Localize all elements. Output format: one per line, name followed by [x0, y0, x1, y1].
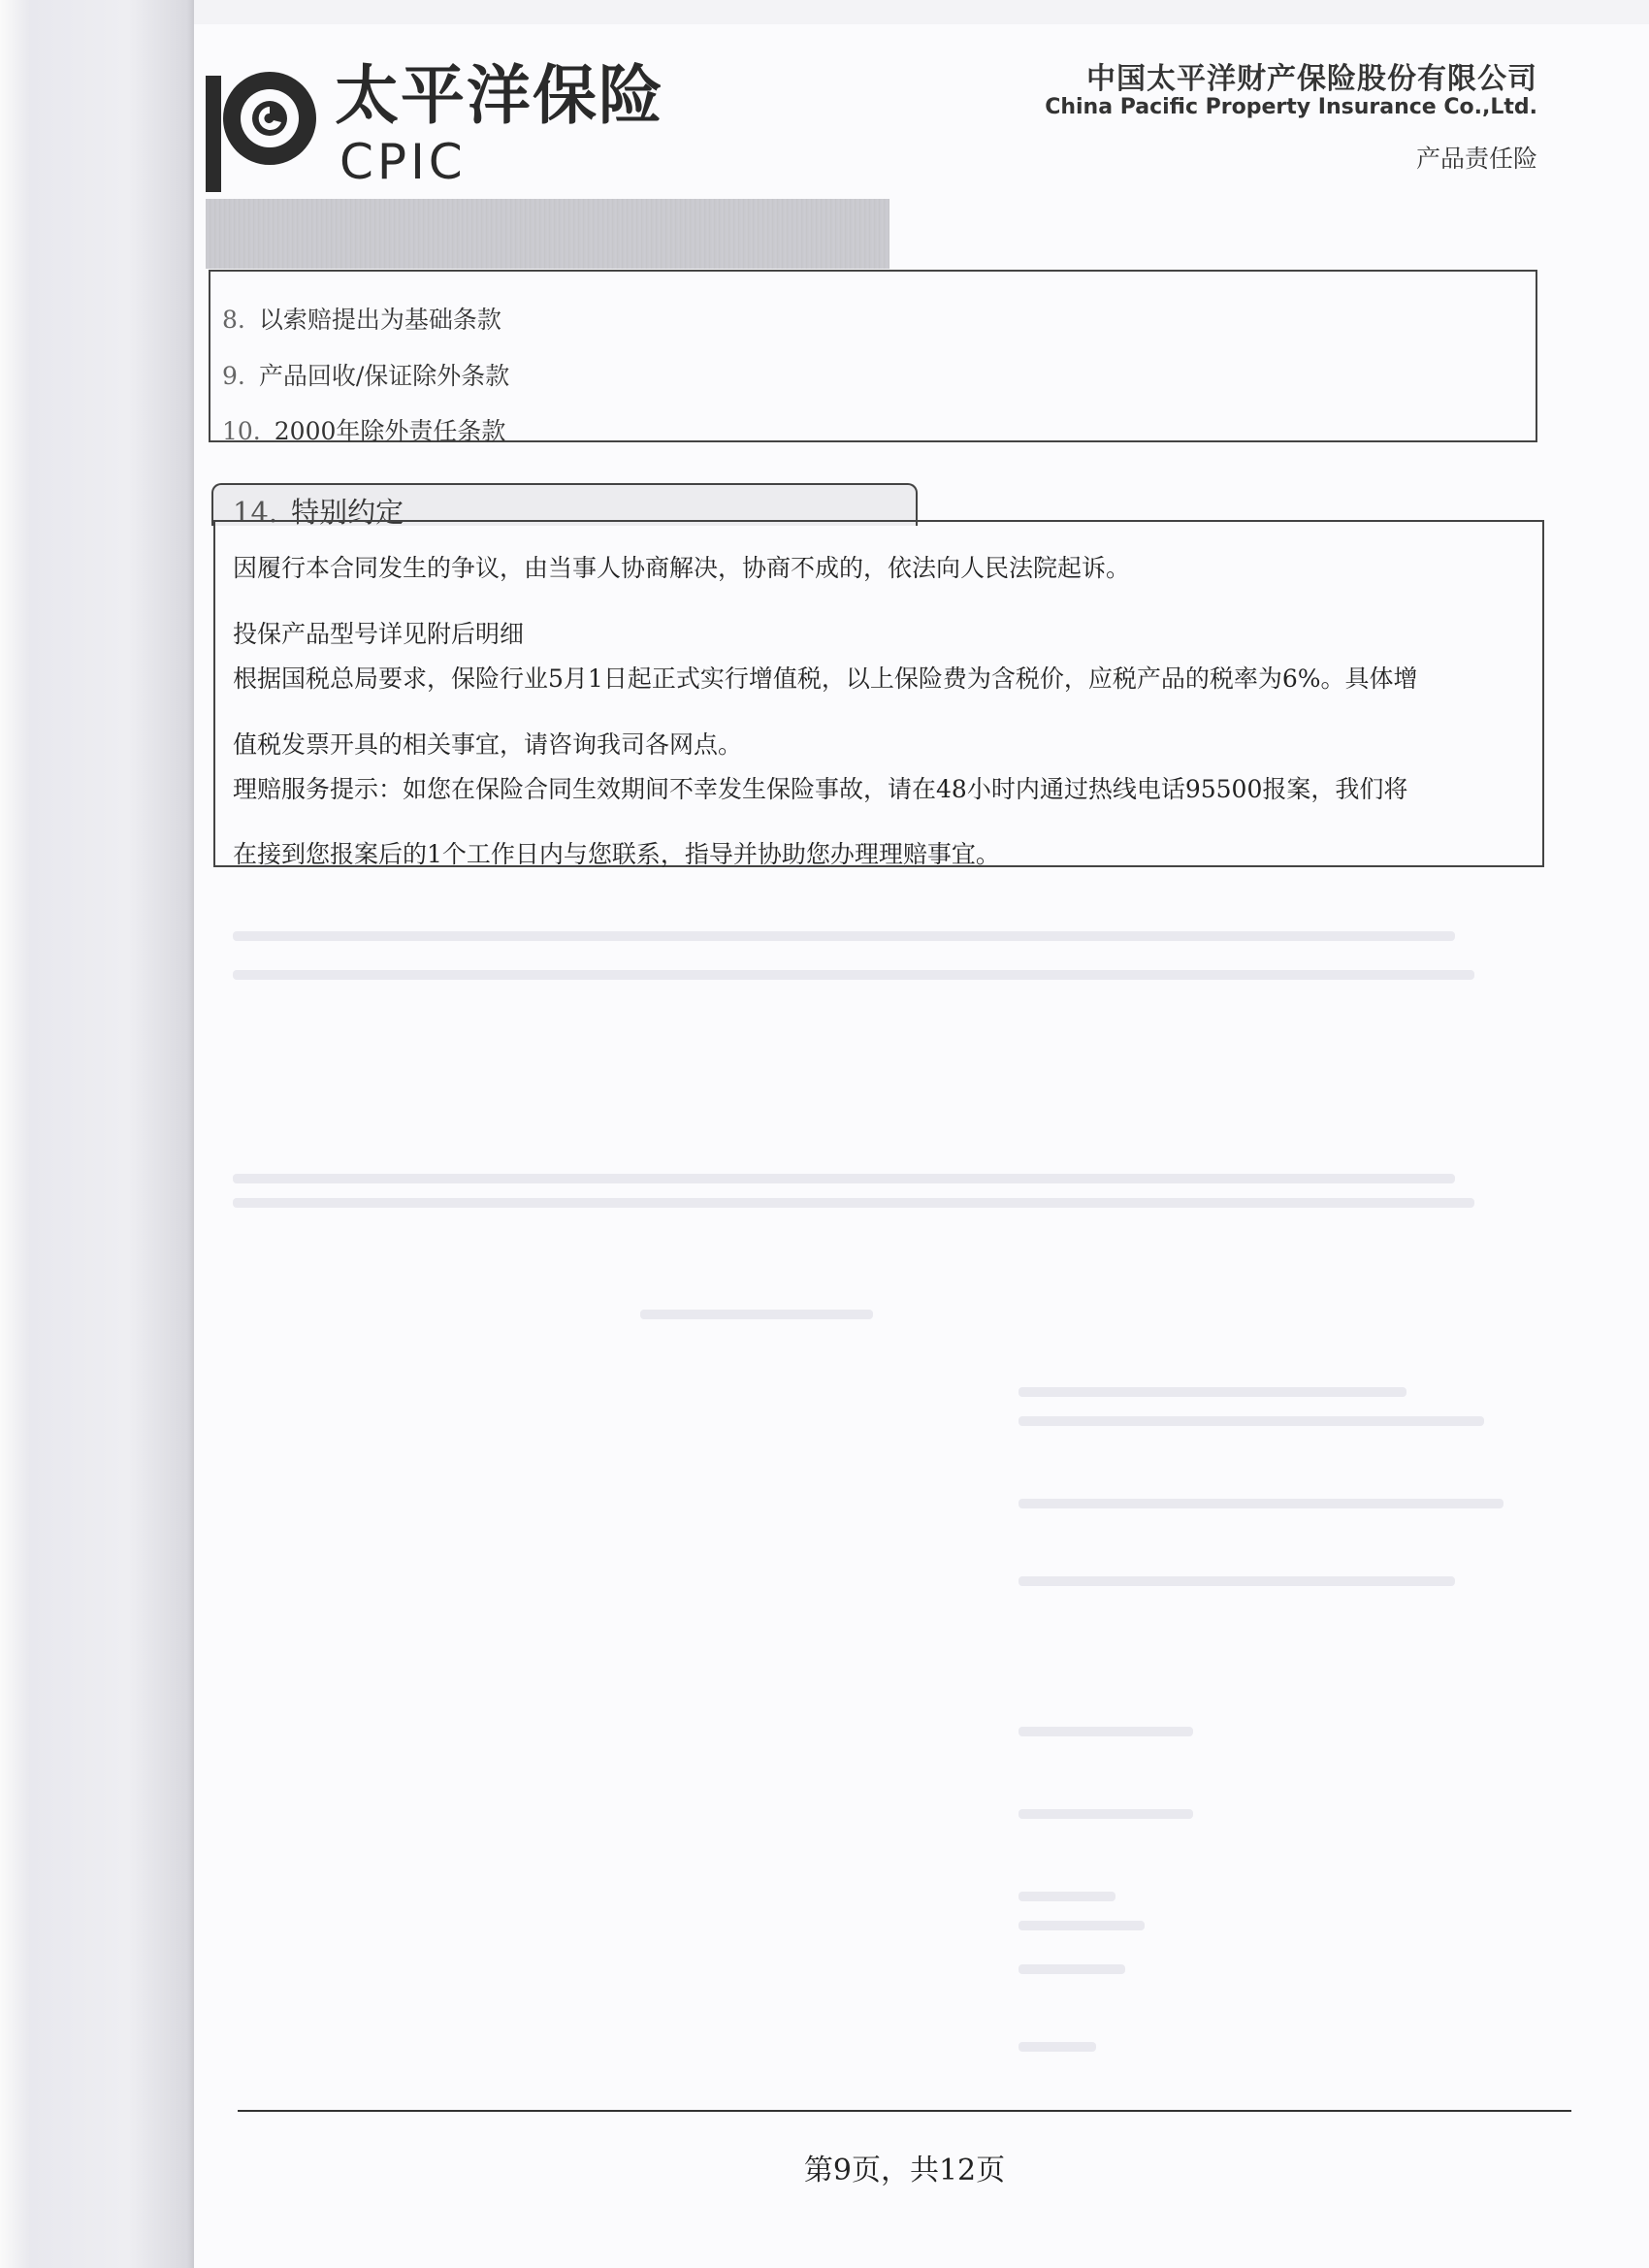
clause-text: 产品回收/保证除外条款	[258, 362, 510, 390]
special-line: 投保产品型号详见附后明细	[233, 620, 525, 648]
special-agreement-box	[213, 520, 1544, 867]
show-through	[1018, 1921, 1145, 1930]
show-through	[233, 1198, 1474, 1208]
show-through	[1018, 1576, 1455, 1586]
clause-item	[222, 412, 505, 447]
show-through	[1018, 1964, 1125, 1974]
show-through	[1018, 2042, 1096, 2052]
special-line: 在接到您报案后的1个工作日内与您联系，指导并协助您办理理赔事宜。	[233, 840, 1000, 868]
special-line: 值税发票开具的相关事宜，请咨询我司各网点。	[233, 730, 743, 759]
section-title: 特别约定	[291, 496, 404, 529]
clause-number: 10.	[222, 417, 261, 445]
section-header-bar	[206, 199, 889, 269]
show-through	[640, 1310, 873, 1319]
clause-number: 8.	[222, 306, 245, 334]
company-name-english: China Pacific Property Insurance Co.,Ltd.	[1045, 95, 1537, 119]
clause-list-box	[209, 270, 1537, 445]
special-line: 根据国税总局要求，保险行业5月1日起正式实行增值税，以上保险费为含税价，应税产品的税率为6%。具体增	[233, 664, 1418, 693]
show-through	[1018, 1809, 1193, 1819]
special-line: 理赔服务提示：如您在保险合同生效期间不幸发生保险事故，请在48小时内通过热线电话95500报案，我们将	[233, 775, 1408, 803]
footer-divider	[238, 2110, 1571, 2112]
page-number: 第9页，共12页	[803, 2154, 1006, 2187]
company-name-chinese: 中国太平洋财产保险股份有限公司	[1086, 62, 1537, 96]
clause-text: 2000年除外责任条款	[274, 417, 506, 445]
scan-binding-edge	[0, 0, 29, 2268]
clause-item	[222, 357, 509, 392]
special-line: 因履行本合同发生的争议，由当事人协商解决，协商不成的，依法向人民法院起诉。	[233, 554, 1131, 582]
logo-english-name: CPIC	[340, 134, 467, 190]
logo-chinese-name: 太平洋保险	[335, 58, 664, 133]
show-through	[1018, 1727, 1193, 1736]
clause-item	[222, 301, 501, 336]
show-through	[1018, 1892, 1116, 1901]
show-through	[233, 931, 1455, 941]
product-type-label: 产品责任险	[1415, 145, 1537, 173]
show-through	[233, 1174, 1455, 1183]
show-through	[1018, 1387, 1406, 1397]
show-through	[1018, 1499, 1504, 1508]
show-through	[233, 970, 1474, 980]
show-through	[1018, 1416, 1484, 1426]
clause-text: 以索赔提出为基础条款	[258, 306, 501, 334]
clause-number: 9.	[222, 362, 245, 390]
section-number: 14.	[233, 496, 278, 529]
cpic-logo-icon	[206, 66, 320, 192]
scan-binding-shadow	[29, 0, 194, 2268]
